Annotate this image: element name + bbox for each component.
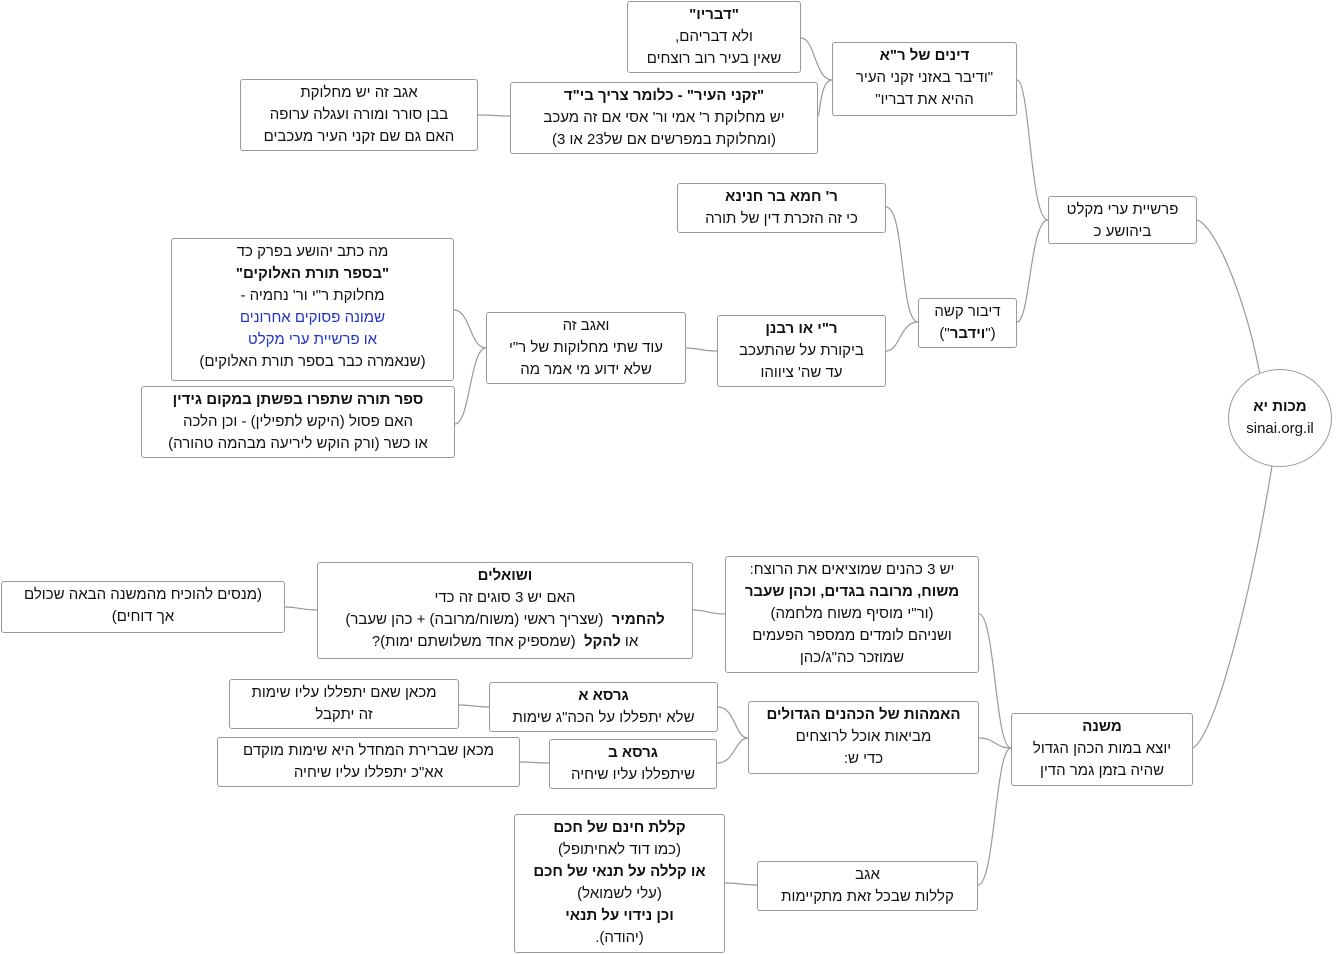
node-title: ושואלים <box>477 567 533 584</box>
node-line: מכאן שאם יתפללו עליו שימות <box>251 684 437 701</box>
node-line: כי זה הזכרת דין של תורה <box>705 210 858 227</box>
node-line: יוצא במות הכהן הגדול <box>1032 740 1172 757</box>
node-girsa-a[interactable] <box>489 682 718 732</box>
node-line: (ומחלוקת במפרשים אם של23 או 3) <box>552 131 776 148</box>
node-sefer-torah-gidin[interactable] <box>141 386 455 458</box>
node-dibur-kashe[interactable] <box>918 298 1017 348</box>
node-line: מה כתב יהושע בפרק כד <box>236 243 389 260</box>
node-title: ר' חמא בר חנינא <box>725 188 838 205</box>
node-title: דינים של ר"א <box>879 47 970 64</box>
node-line <box>927 323 1008 345</box>
connector <box>455 348 486 424</box>
node-imahot[interactable] <box>748 701 979 774</box>
node-line: קללות שבכל זאת מתקיימות <box>781 888 954 905</box>
connector <box>1193 466 1272 748</box>
node-title: או קללה על תנאי של חכם <box>533 863 706 880</box>
node-klalat-chinam[interactable] <box>514 814 725 953</box>
node-line: מחלוקת ר"י ור' נחמיה - <box>240 287 385 304</box>
connector <box>978 748 1011 885</box>
text-part: (שצריך ראשי (משוח/מרובה) + כהן שעבר) <box>345 611 612 628</box>
node-title: ר"י או רבנן <box>765 320 838 337</box>
node-title: משנה <box>1082 718 1122 735</box>
node-line: עוד שתי מחלוקות של ר"י <box>508 339 664 356</box>
node-line: שלא יתפללו על הכה"ג שימות <box>512 709 695 726</box>
connector <box>454 310 486 348</box>
root-title: מכות יא <box>1253 398 1307 415</box>
node-line <box>326 631 684 653</box>
connector <box>686 348 717 351</box>
node-ma-katav-yehoshua[interactable] <box>171 238 454 381</box>
node-line: שמוזכר כה"ג/כהן <box>799 649 905 666</box>
node-line: ולא דבריהם, <box>675 28 753 45</box>
node-rami-bar-chanina[interactable] <box>677 183 886 233</box>
connector <box>818 80 832 116</box>
node-line: אך דוחים) <box>111 608 175 625</box>
node-title: גרסא ב <box>608 744 658 761</box>
node-mikan-b[interactable] <box>217 737 520 787</box>
node-line: בבן סורר ומורה ועגלה ערופה <box>269 106 449 123</box>
node-line: יש מחלוקת ר' אמי ור' אסי אם זה מעכב <box>543 109 785 126</box>
text-part: (שמספיק אחד משלושתם ימות)? <box>371 633 584 650</box>
node-line: ושניהם לומדים ממספר הפעמים <box>752 627 952 644</box>
node-line: פרשיית ערי מקלט <box>1066 201 1179 218</box>
node-title: קללת חינם של חכם <box>553 819 686 836</box>
text-part: (" <box>985 325 996 342</box>
connector <box>693 610 725 614</box>
text-part: או <box>620 633 639 650</box>
node-title: "בספר תורת האלוקים" <box>235 265 390 282</box>
node-line: או כשר (ורק הוקש ליריעה מבהמה טהורה) <box>168 435 428 452</box>
node-line: מכאן שברירת המחדל היא שימות מוקדם <box>242 742 495 759</box>
node-line: ההיא את דבריו" <box>875 91 974 108</box>
node-line: האם פסול (היקש לתפילין) - וכן הלכה <box>182 413 414 430</box>
text-bold: להקל <box>583 633 621 650</box>
connector <box>717 738 748 763</box>
root-site: sinai.org.il <box>1246 420 1314 437</box>
connector <box>886 322 918 351</box>
node-line: (ור"י מוסיף משוח מלחמה) <box>770 605 934 622</box>
connector <box>1017 80 1048 220</box>
node-line: "ודיבר באזני זקני העיר <box>855 69 994 86</box>
node-line: (כמו דוד לאחיתופל) <box>557 841 682 858</box>
node-line: האם גם שם זקני העיר מעכבים <box>263 128 455 145</box>
node-line: (מנסים להוכיח מהמשנה הבאה שכולם <box>23 586 262 603</box>
node-parashat-arei-miklat[interactable] <box>1048 196 1197 244</box>
node-line: יש 3 כהנים שמוציאים את הרוצח: <box>749 561 955 578</box>
node-girsa-b[interactable] <box>549 739 717 789</box>
node-line: דיבור קשה <box>934 303 1001 320</box>
connector <box>520 762 549 763</box>
node-line: (עלי לשמואל) <box>577 885 662 902</box>
connector <box>886 207 918 322</box>
text-part: ") <box>939 325 950 342</box>
node-line: עד שה' ציווהו <box>760 364 843 381</box>
node-line: אא"כ יתפללו עליו שיחיה <box>293 764 444 781</box>
node-line: (יהודה). <box>595 929 644 946</box>
node-line: שלא ידוע מי אמר מה <box>520 361 652 378</box>
connector <box>718 707 748 738</box>
node-line-highlight: או פרשיית ערי מקלט <box>247 331 378 348</box>
node-agav-klalot[interactable] <box>757 861 978 911</box>
node-title: "דבריו" <box>689 6 739 23</box>
node-ry-o-rabanan[interactable] <box>717 315 886 387</box>
node-line: (שנאמרה כבר בספר תורת האלוקים) <box>199 353 426 370</box>
node-veagav-ze[interactable] <box>486 312 686 384</box>
node-dvarav[interactable] <box>627 1 801 73</box>
node-title: "זקני העיר" - כלומר צריך בי"ד <box>563 87 765 104</box>
node-ziknei-hair[interactable] <box>510 82 818 154</box>
connector <box>801 38 832 80</box>
connector <box>459 705 489 707</box>
node-yesh-3-kohanim[interactable] <box>725 556 979 673</box>
node-line: ואגב זה <box>562 317 610 334</box>
node-line: ביהושע כ <box>1093 223 1152 240</box>
node-dinim-shel-ra[interactable] <box>832 42 1017 116</box>
connector <box>1017 220 1048 322</box>
node-line: אגב זה יש מחלוקת <box>300 84 418 101</box>
node-line: האם יש 3 סוגים זה כדי <box>434 589 576 606</box>
connector <box>979 614 1011 748</box>
node-menasim[interactable] <box>1 581 285 633</box>
node-line: מביאות אוכל לרוצחים <box>795 728 932 745</box>
connector <box>725 883 757 885</box>
node-line: ביקורת על שהתעכב <box>739 342 864 359</box>
node-mishna[interactable] <box>1011 713 1193 786</box>
node-line-highlight: שמונה פסוקים אחרונים <box>239 309 386 326</box>
node-line: שהיה בזמן גמר הדין <box>1039 762 1165 779</box>
connector <box>478 115 510 116</box>
node-title: גרסא א <box>578 687 629 704</box>
node-mikan-a[interactable] <box>229 679 459 729</box>
text-bold: וידבר <box>949 325 986 342</box>
node-title: וכן נידוי על תנאי <box>565 907 674 924</box>
node-line: זה יתקבל <box>315 706 373 723</box>
node-line <box>326 609 684 631</box>
node-title: האמהות של הכהנים הגדולים <box>766 706 961 723</box>
connector <box>1197 220 1263 392</box>
node-title: ספר תורה שתפרו בפשתן במקום גידין <box>172 391 424 408</box>
node-line: שיתפללו עליו שיחיה <box>570 766 696 783</box>
node-title: משוח, מרובה בגדים, וכהן שעבר <box>744 583 960 600</box>
node-agav-ben-sorer[interactable] <box>240 79 478 151</box>
connector <box>285 607 317 610</box>
text-bold: להחמיר <box>611 611 665 628</box>
node-line: שאין בעיר רוב רוצחים <box>646 50 782 67</box>
root-topic[interactable] <box>1228 369 1332 467</box>
node-veshoalim[interactable] <box>317 562 693 659</box>
node-line: אגב <box>855 866 880 883</box>
node-line: כדי ש: <box>843 750 884 767</box>
